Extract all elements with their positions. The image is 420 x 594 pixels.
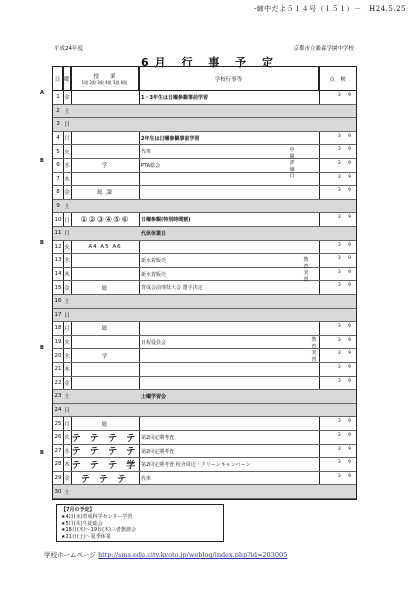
table-row [53, 458, 356, 472]
row-event: 代車 [141, 149, 152, 156]
newsletter-issue-header: -締中だよ５１４号（１５１）－ H24.5.25 [253, 5, 406, 13]
table-row [53, 309, 356, 323]
row-day: 18 [54, 325, 62, 332]
table-row [53, 213, 356, 227]
table-row [53, 186, 356, 200]
row-weekday: 水 [64, 258, 70, 265]
row-day: 8 [56, 189, 60, 196]
row-periods [71, 404, 139, 417]
row-event: 第2回定期考査 校舎周辺・クリーンキャンペーン [141, 462, 251, 469]
row-day: 2 [56, 107, 60, 114]
row-event: 新水着販売 [141, 271, 167, 278]
row-periods [71, 227, 139, 240]
row-check-marks: 3 9 [337, 161, 354, 166]
row-check-marks: 3 9 [337, 147, 354, 153]
column-header-check: 点 検 [319, 67, 356, 91]
row-periods [71, 254, 139, 267]
row-weekday: 月 [64, 421, 70, 428]
row-weekday: 金 [64, 285, 70, 292]
row-weekday: 木 [64, 176, 70, 183]
homepage-link[interactable]: http://sms.edu.city.kyoto.jp/weblog/index.php?id=203005 [97, 551, 288, 559]
info-line: ★4日(水)育成科学センター学習 [61, 513, 133, 520]
row-weekday: 火 [64, 149, 70, 156]
table-row [53, 445, 356, 459]
table-row [53, 472, 356, 486]
row-periods [71, 91, 139, 104]
table-row [53, 281, 356, 295]
row-weekday: 木 [64, 462, 70, 469]
row-event: 第2回定期考査 [141, 448, 175, 455]
row-periods [71, 173, 139, 186]
row-periods: テ テ テ [80, 474, 130, 485]
row-check-marks: 3 9 [337, 378, 354, 384]
row-event: 代休休業日 [141, 231, 167, 237]
row-check-marks: 3 9 [337, 419, 354, 425]
row-periods [71, 309, 139, 322]
row-check-marks: 3 9 [337, 242, 354, 248]
row-event: 2年生は日曜参観事前学習 [141, 135, 200, 142]
row-check-marks: 3 9 [337, 93, 354, 98]
row-periods [71, 105, 139, 118]
row-weekday: 日 [64, 312, 70, 319]
row-day: 29 [54, 475, 62, 482]
row-day: 20 [54, 352, 62, 359]
row-day: 1 [56, 94, 60, 101]
row-check-marks: 3 9 [337, 324, 354, 330]
periods-label: 1限 2限 3限 4限 5限 6限 [81, 79, 128, 85]
row-day: 9 [56, 203, 60, 210]
row-check-marks: 3 9 [337, 365, 354, 370]
table-row [53, 105, 356, 119]
table-row [53, 159, 356, 173]
row-periods [71, 200, 139, 213]
row-weekday: 日 [64, 217, 70, 224]
edge-letter: B [40, 240, 44, 246]
row-day: 22 [54, 379, 62, 386]
row-periods: テ テ テ 学 [71, 460, 139, 471]
row-weekday: 土 [64, 394, 70, 401]
row-day: 28 [54, 461, 62, 468]
row-day: 27 [54, 447, 62, 454]
side-label-midterm: 中間評価日 [289, 147, 295, 179]
row-event: 土曜学習会 [141, 394, 167, 401]
row-check-marks: 3 9 [337, 283, 354, 289]
classes-label: 授 業 [93, 73, 116, 80]
row-event: 第2回定期考査 [141, 435, 175, 441]
row-day: 4 [56, 135, 60, 142]
table-row [53, 322, 356, 336]
row-weekday: 土 [64, 299, 70, 306]
row-weekday: 水 [64, 448, 70, 455]
row-weekday: 金 [64, 380, 70, 387]
row-periods [71, 268, 139, 281]
row-day: 14 [54, 271, 62, 278]
july-preview-box [56, 504, 224, 542]
row-periods: 総 課 [97, 190, 113, 197]
row-day: 21 [54, 366, 62, 373]
row-event: PTA総会 [141, 163, 161, 169]
row-weekday: 火 [64, 435, 70, 442]
row-weekday: 日 [64, 408, 70, 415]
row-periods [71, 377, 139, 390]
footer [44, 550, 287, 559]
row-day: 24 [54, 407, 62, 414]
edge-letter: B [40, 345, 44, 351]
row-event: 日曜参観(特別時間割) [141, 217, 191, 224]
row-weekday: 土 [64, 204, 70, 211]
row-periods: 学 [101, 163, 109, 170]
table-row [53, 241, 356, 255]
row-event: 代車 [141, 475, 152, 482]
table-row [53, 404, 356, 418]
table-row [53, 145, 356, 159]
row-check-marks: 3 9 [337, 460, 354, 466]
info-line: ★5日(木)生徒総会 [61, 520, 103, 527]
row-day: 13 [54, 257, 62, 264]
row-check-marks: 3 9 [337, 473, 354, 479]
table-row [53, 254, 356, 268]
row-event: 育成会前理技大会 選手決定 [141, 285, 203, 292]
table-row [53, 363, 356, 377]
row-weekday: 水 [64, 163, 70, 170]
row-day: 30 [54, 488, 62, 495]
row-weekday: 土 [64, 108, 70, 115]
row-weekday: 木 [64, 272, 70, 279]
row-periods: 総 [101, 421, 109, 428]
row-day: 10 [54, 216, 62, 223]
table-row [53, 431, 356, 445]
row-weekday: 金 [64, 190, 70, 197]
table-row [53, 268, 356, 282]
row-event: 新水着販売 [141, 258, 167, 265]
row-event: 1・3年生は日曜参観事前学習 [141, 95, 208, 101]
table-row [53, 417, 356, 431]
row-weekday: 土 [64, 489, 70, 496]
info-line: ★18日(木)～19日(木)三者懇談会 [61, 527, 137, 534]
footer-label: 学校ホームページ [44, 551, 96, 559]
row-weekday: 水 [64, 353, 70, 360]
row-day: 12 [54, 243, 62, 250]
row-periods: 学 [101, 353, 109, 360]
column-header-weekday: 曜 [63, 67, 71, 91]
row-periods: 総 [101, 285, 109, 292]
row-periods: テ テ テ テ [71, 447, 139, 458]
row-event: 日程役員会 [141, 339, 167, 346]
row-check-marks: 3 9 [337, 446, 354, 452]
table-row [53, 485, 356, 499]
table-row [53, 200, 356, 214]
table-row [53, 118, 356, 132]
row-day: 17 [54, 311, 62, 318]
table-row [53, 295, 356, 309]
row-day: 11 [54, 230, 62, 237]
row-periods [71, 336, 139, 349]
row-day: 26 [54, 434, 62, 441]
table-row [53, 377, 356, 391]
side-label-practicum-2: 教育実習 [311, 337, 317, 363]
row-day: 3 [56, 121, 60, 128]
schedule-table [52, 66, 357, 500]
row-check-marks: 3 9 [337, 337, 354, 343]
table-row [53, 91, 356, 105]
row-periods [71, 295, 139, 308]
row-weekday: 金 [64, 476, 70, 483]
row-day: 15 [54, 284, 62, 291]
row-weekday: 金 [64, 95, 70, 102]
row-day: 19 [54, 339, 62, 346]
page-title: 6月 行 事 予 定 [141, 56, 279, 69]
row-weekday: 日 [64, 122, 70, 129]
edge-letter: B [40, 158, 44, 164]
row-periods [71, 485, 139, 498]
row-weekday: 木 [64, 367, 70, 374]
row-weekday: 火 [64, 340, 70, 347]
row-check-marks: 3 9 [337, 433, 354, 438]
row-periods: テ テ テ テ [71, 433, 139, 444]
table-row [53, 227, 356, 241]
row-day: 5 [56, 148, 60, 155]
column-header-classes [71, 67, 139, 91]
table-row [53, 173, 356, 187]
row-weekday: 月 [64, 326, 70, 333]
school-name: 京都市立藤森学園中学校 [293, 46, 354, 52]
school-year: 平成24年度 [54, 46, 83, 52]
edge-letter: B [40, 450, 44, 456]
row-check-marks: 3 9 [337, 174, 354, 180]
row-weekday: 月 [64, 136, 70, 143]
row-day: 7 [56, 175, 60, 182]
row-periods: A4 A5 A6 [88, 243, 122, 250]
row-weekday: 火 [64, 244, 70, 251]
row-periods: 総 [101, 326, 109, 333]
table-row [53, 132, 356, 146]
row-day: 23 [54, 393, 62, 400]
side-label-practicum: 教育実習 [303, 257, 309, 283]
info-box-title: 【7月の予定】 [61, 507, 95, 513]
row-check-marks: 3 9 [337, 188, 354, 194]
row-day: 16 [54, 298, 62, 305]
row-periods [71, 118, 139, 131]
row-periods [71, 363, 139, 376]
row-check-marks: 3 9 [337, 269, 354, 275]
row-check-marks: 3 9 [337, 133, 354, 139]
row-check-marks: 3 9 [337, 215, 354, 221]
edge-letter: A [40, 90, 44, 96]
info-line: ★21日(土)～夏季休業 [61, 534, 111, 541]
column-header-events: 学校行事等 [139, 67, 319, 91]
row-periods [71, 132, 139, 145]
row-check-marks: 3 9 [337, 256, 354, 262]
row-periods: ①②③④⑤⑥ [80, 215, 130, 225]
row-day: 6 [56, 162, 60, 169]
row-periods [71, 390, 139, 403]
column-header-day: 日 [53, 67, 63, 91]
table-row [53, 390, 356, 404]
row-day: 25 [54, 420, 62, 427]
row-check-marks: 3 9 [337, 351, 354, 357]
row-weekday: 月 [64, 231, 70, 238]
row-periods [71, 145, 139, 158]
